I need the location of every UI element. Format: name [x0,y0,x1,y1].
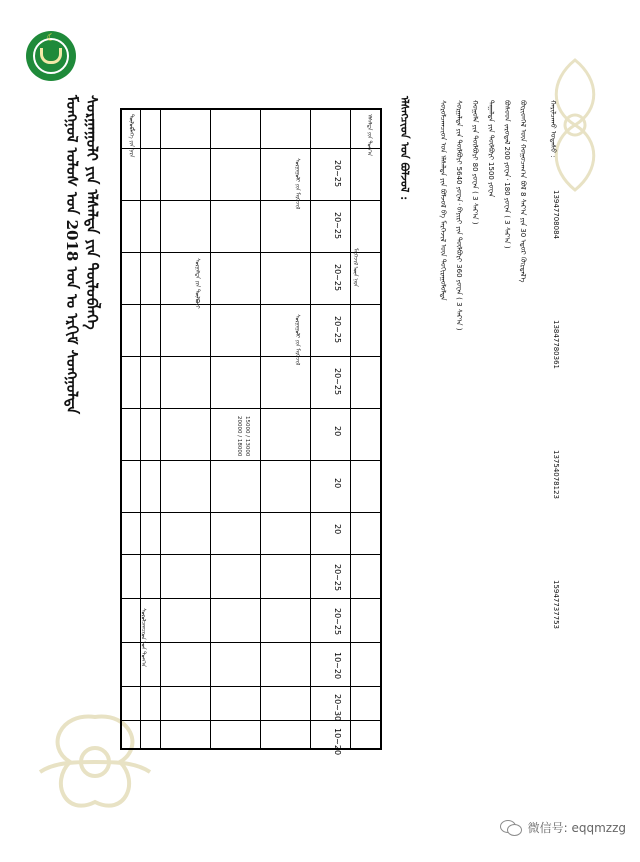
quota-cell: 10~20 [333,728,342,756]
quota-cell: 20~25 [333,264,342,292]
wechat-id: 微信号: eqqmzzg [527,820,626,835]
paragraph: ᠰᠤᠷᠤᠯᠴᠠᠭᠴᠢᠳ ᠤᠨ ᠡᠯᠰᠡᠯᠲᠡ ᠶᠢᠨ ᠪᠣᠯᠵᠣᠯ ᠪᠠ ᠮᠡᠷᠭᠡᠵᠢᠯ ᠦᠨ ᠲᠣᠬᠢᠷᠠᠭᠤᠯᠤᠯᠲᠠ [439,100,447,301]
quota-cell: 20 [333,478,342,489]
school-logo: ☾ [26,31,76,81]
quota-cell: 20~25 [333,368,342,396]
contact-phone: 13754078123 [552,450,560,499]
table-header-top: ᠡᠯᠰᠡᠯᠲᠡ ᠶᠢᠨ ᠲᠣᠭ᠎ᠠ [366,114,372,157]
enrollment-table [120,108,382,756]
section-heading: ᠡᠯᠰᠡᠭᠴᠢᠳ ᠤᠨ ᠪᠣᠯᠵᠣᠯ : [398,96,411,201]
table-header-sub: ᠰᠤᠷᠤᠯᠴᠠᠭᠴᠢᠳ ᠤᠨ ᠲᠣᠭ᠎ᠠ [140,608,146,667]
fee-cell: 15000 / 13000 [244,416,250,457]
quota-cell: 20 [333,524,342,535]
wechat-watermark [500,818,626,836]
table-header-main: ᠮᠡᠷᠭᠡᠵᠢᠯ ᠦᠨ ᠨᠡᠷᠡ [352,248,358,287]
paragraph: ᠳᠠᠭᠠᠯᠲᠠ ᠶᠢᠨ ᠲᠥᠯᠪᠦᠷᠢ 1500 ᠶᠤᠸᠠᠨ [487,100,495,198]
wechat-icon [500,818,522,836]
contact-phone: 13847780361 [552,320,560,369]
quota-cell: 20~25 [333,316,342,344]
table-cell-text: ᠰᠤᠷᠭᠠᠭᠤᠯᠢ ᠶᠢᠨ ᠮᠡᠷᠭᠡᠵᠢᠯ [294,314,300,366]
paragraph: ᠪᠦᠷᠢᠳᠬᠡᠯ ᠦᠨ ᠬᠤᠭᠤᠴᠠᠭ᠎ᠠ ᠪᠣᠯ 8 ᠰᠠᠷ᠎ᠠ ᠶᠢᠨ 30 ᠡᠳᠦᠷ ᠬᠦᠷᠲᠡᠯ᠎ᠡ [519,100,527,283]
table-cell-text: ᠰᠤᠷᠭᠠᠭᠤᠯᠢ ᠶᠢᠨ ᠮᠡᠷᠭᠡᠵᠢᠯ [294,158,300,210]
quota-cell: 20~25 [333,212,342,240]
table-cell-text: ᠰᠤᠷᠭᠠᠯᠲᠠ ᠶᠢᠨ ᠲᠥᠯᠪᠦᠷᠢ [194,258,200,309]
contact-label: ᠬᠠᠷᠢᠯᠴᠠᠬᠤ ᠤᠲᠠᠰᠤ : [549,100,557,158]
quota-cell: 20~25 [333,160,342,188]
quota-cell: 20~25 [333,608,342,636]
contact-phone: 15947737753 [552,580,560,629]
quota-cell: 20~30 [333,694,342,722]
title-line-2: ᠰᠤᠷᠭᠠᠭᠤᠯᠢ ᠶᠢᠨ ᠡᠯᠰᠡᠯᠲᠡ ᠶᠢᠨ ᠲᠥᠯᠥᠪᠯᠡᠭᠡ [83,95,101,330]
quota-cell: 20~25 [333,564,342,592]
quota-cell: 20 [333,426,342,437]
title-line-1: ᠮᠣᠩᠭᠣᠯ ᠤᠯᠤᠰ ᠤᠨ 2018 ᠣᠨ ᠤ ᠡᠷᠬᠢᠮ ᠰᠣᠩᠭᠤᠯᠲᠠ [63,95,81,415]
quota-cell: 10~20 [333,652,342,680]
paragraph: ᠰᠤᠷᠭᠠᠯᠲᠠ ᠶᠢᠨ ᠲᠥᠯᠪᠦᠷᠢ 5640 ᠶᠤᠸᠠᠨ᠂ ᠪᠠᠶᠢᠷᠢ ᠶᠢᠨ ᠲᠥᠯᠪᠦᠷᠢ 360 ᠶᠤᠸᠠᠨ ( 3 ᠰᠠᠷ᠎ᠠ ) [455,100,463,331]
paragraph: ᠪᠤᠰᠤᠳ ᠵᠠᠷᠤᠳᠠᠯ 200 ᠶᠤᠸᠠᠨ᠂ 180 ᠶᠤᠸᠠᠨ ( 3 ᠰᠠᠷ᠎ᠠ ) [503,100,511,249]
paragraph: ᠬᠣᠭᠣᠯᠠ ᠶᠢᠨ ᠲᠥᠯᠪᠦᠷᠢ 80 ᠶᠤᠸᠠᠨ ( 3 ᠰᠠᠷ᠎ᠠ ) [471,100,479,225]
fee-cell: 20000 / 18000 [236,416,242,457]
table-header-left: ᠲᠥᠯᠥᠪᠯᠡᠭᠡ ᠶᠢᠨ ᠨᠡᠷᠡ [128,114,134,158]
contact-phone: 13947708084 [552,190,560,239]
